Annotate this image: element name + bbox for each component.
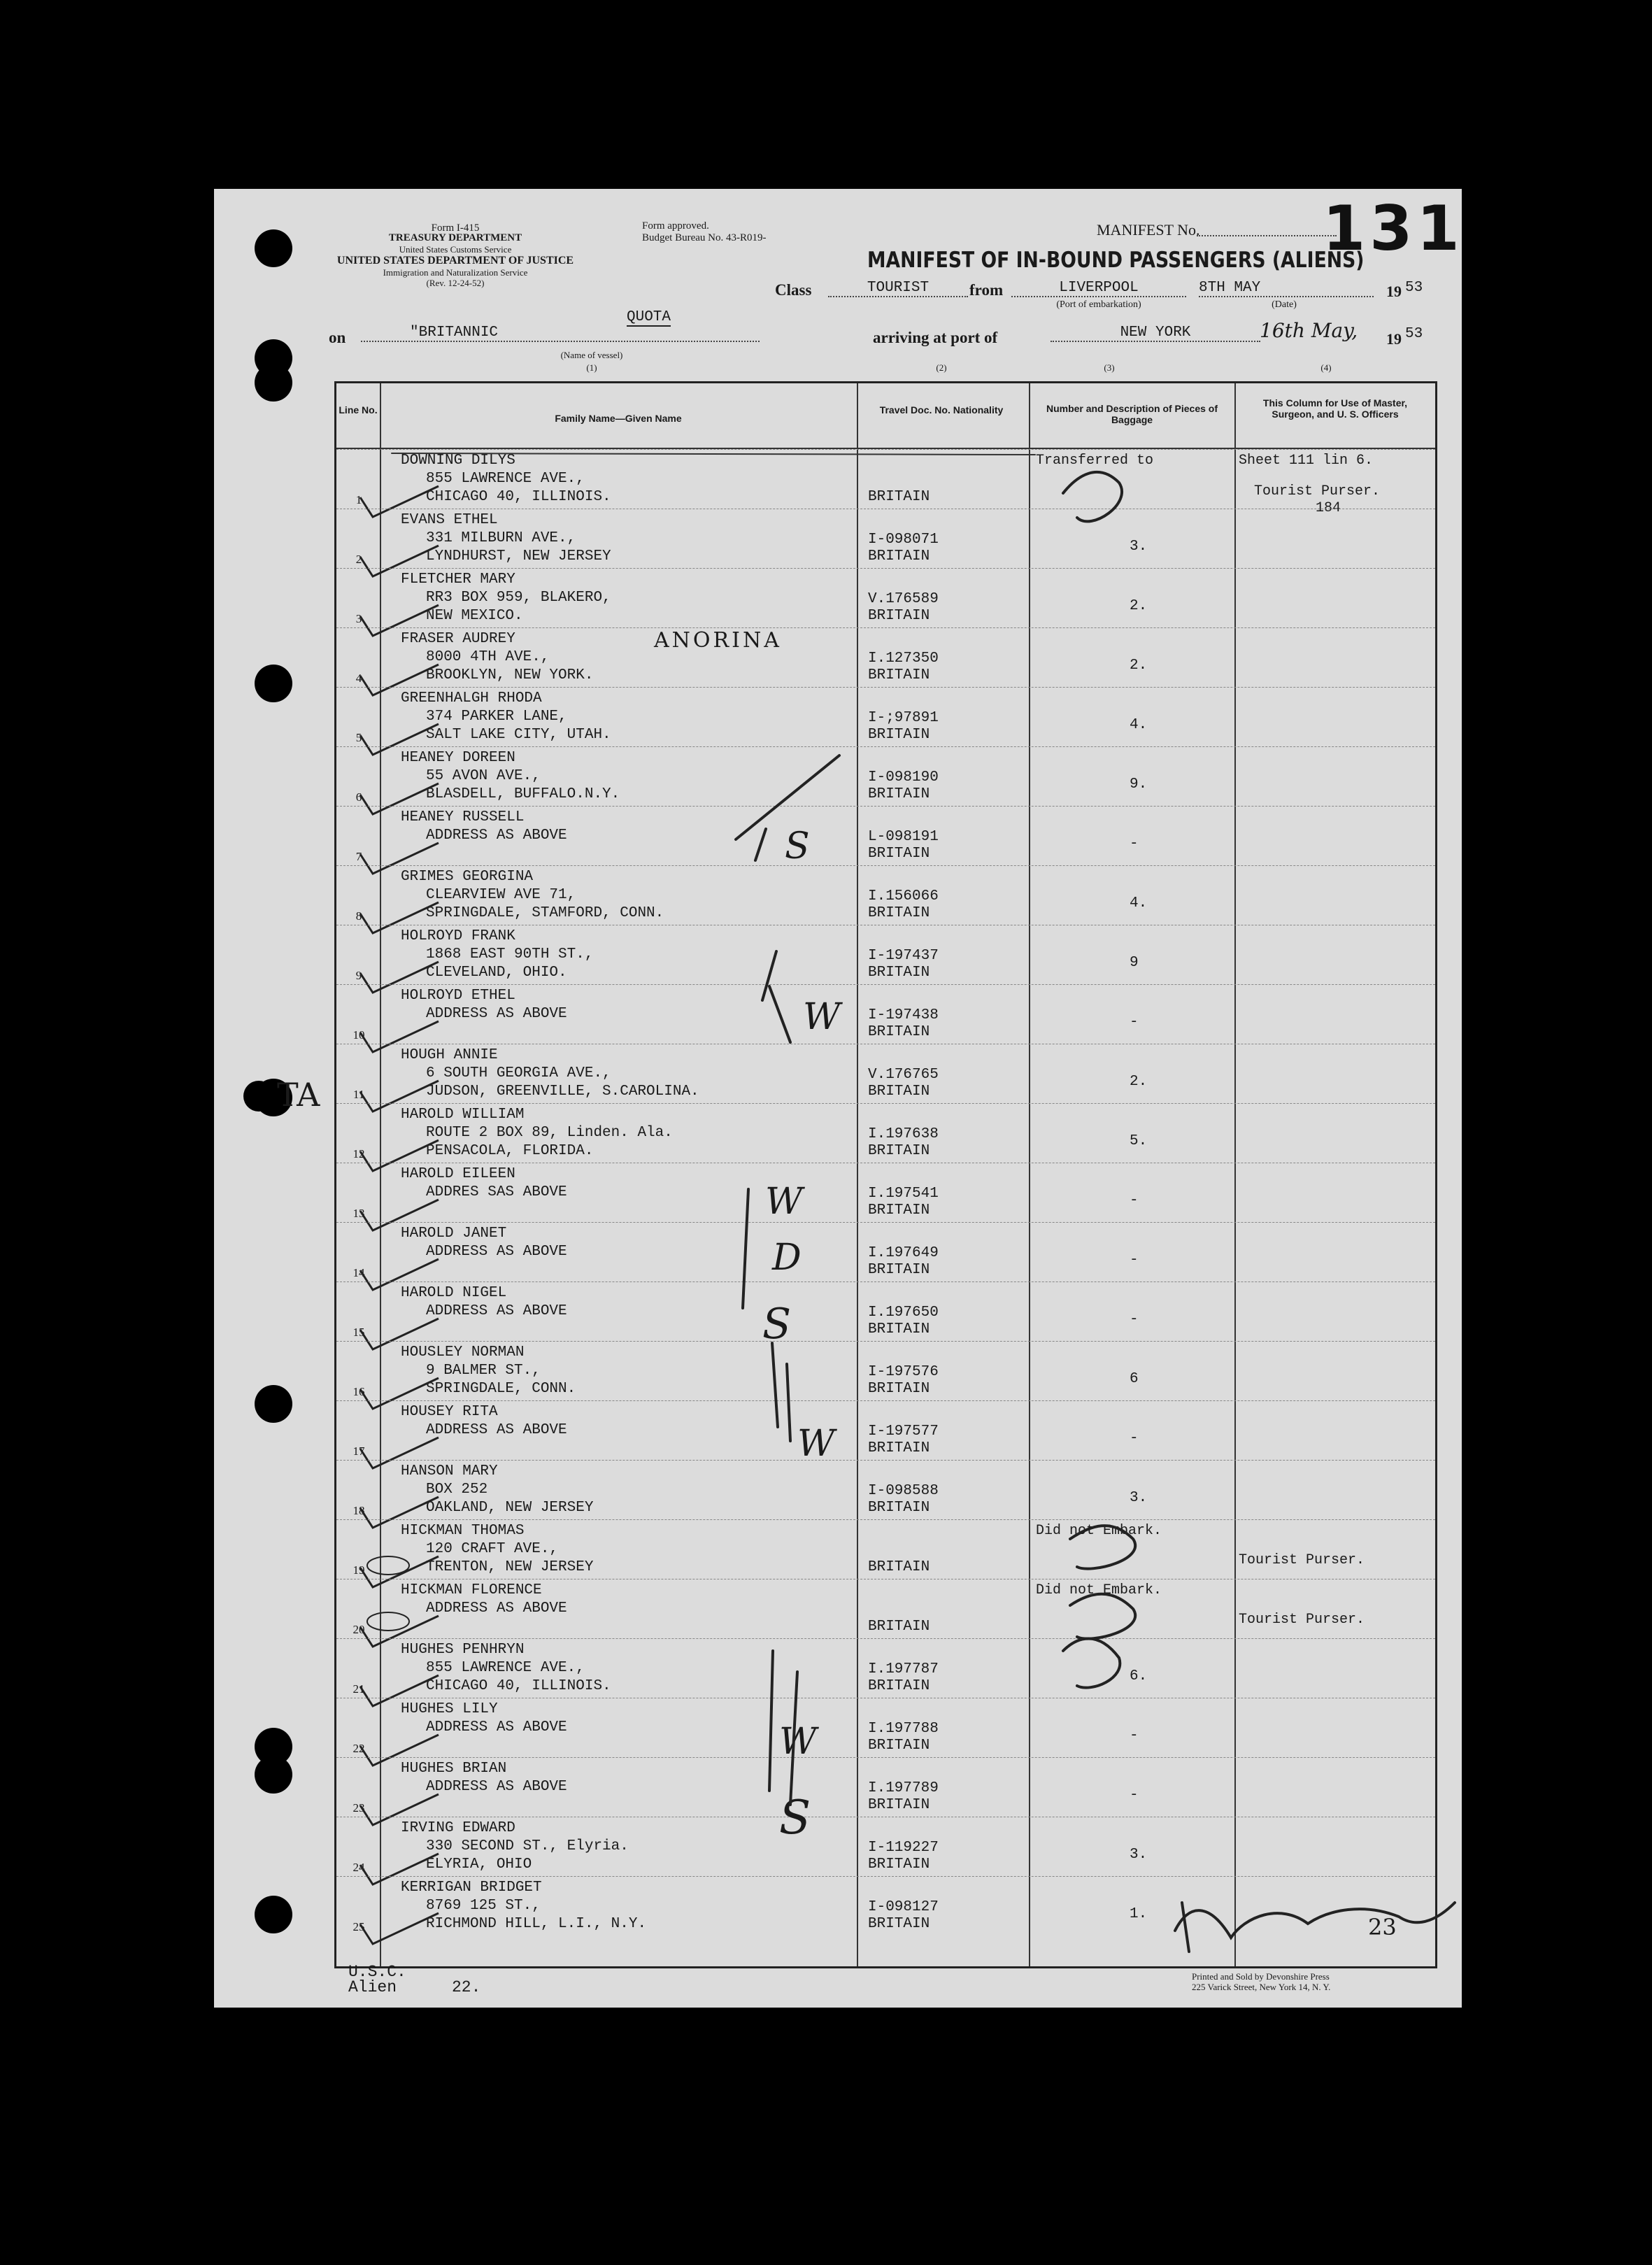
mark-w-3: W xyxy=(797,1423,835,1465)
arrival-port: NEW YORK xyxy=(1051,325,1260,342)
line-number: 1 xyxy=(355,493,362,506)
passenger-name: IRVING EDWARD xyxy=(401,1820,515,1836)
line-number: 25 xyxy=(353,1920,365,1933)
treasury-dept: TREASURY DEPARTMENT xyxy=(388,232,522,243)
line-number: 24 xyxy=(353,1861,365,1874)
nationality: BRITAIN xyxy=(868,1381,930,1397)
address-line-2: LYNDHURST, NEW JERSEY xyxy=(426,548,611,565)
nationality: BRITAIN xyxy=(868,1084,930,1100)
officer-note-3: 184 xyxy=(1316,500,1341,516)
revision-date: (Rev. 12-24-52) xyxy=(426,278,485,288)
address-line-1: 8000 4TH AVE., xyxy=(426,649,550,665)
nationality: BRITAIN xyxy=(868,846,930,862)
baggage-count: - xyxy=(1130,1728,1139,1744)
nationality: BRITAIN xyxy=(868,727,930,743)
baggage-count: 2. xyxy=(1130,658,1148,674)
address-line-2: ELYRIA, OHIO xyxy=(426,1856,532,1873)
address-line-1: 8769 125 ST., xyxy=(426,1898,541,1914)
from-value: LIVERPOOL xyxy=(1011,280,1186,297)
passenger-name: FRASER AUDREY xyxy=(401,631,515,647)
baggage-count: 2. xyxy=(1130,598,1148,614)
line-number: 18 xyxy=(353,1504,365,1517)
travel-doc-number: I.197787 xyxy=(868,1661,939,1677)
col2-number: (2) xyxy=(936,362,947,373)
line-number: 14 xyxy=(353,1266,365,1279)
baggage-count: - xyxy=(1130,1430,1139,1447)
address-line-2: PENSACOLA, FLORIDA. xyxy=(426,1143,594,1159)
line-number: 22 xyxy=(353,1742,365,1755)
address-line-2: JUDSON, GREENVILLE, S.CAROLINA. xyxy=(426,1084,699,1100)
line-number: 5 xyxy=(355,731,362,744)
nationality: BRITAIN xyxy=(868,608,930,624)
footer-usc: U.S.C. xyxy=(348,1963,406,1981)
address-line-1: ADDRESS AS ABOVE xyxy=(426,1719,567,1735)
line-number: 7 xyxy=(355,850,362,863)
nationality: BRITAIN xyxy=(868,1500,930,1516)
line-number: 11 xyxy=(353,1088,365,1101)
fraser-correction: ANORINA xyxy=(654,628,782,653)
baggage-count: 2. xyxy=(1130,1074,1148,1090)
baggage-count: 6 xyxy=(1130,1371,1139,1387)
baggage-count: Did not Embark. xyxy=(1036,1582,1162,1598)
nationality: BRITAIN xyxy=(868,786,930,802)
nationality: BRITAIN xyxy=(868,1143,930,1159)
date-value: 8TH MAY xyxy=(1199,280,1374,297)
address-line-1: 55 AVON AVE., xyxy=(426,768,541,784)
baggage-count: 3. xyxy=(1130,1847,1148,1863)
travel-doc-number: I-197577 xyxy=(868,1423,939,1440)
address-line-2: BLASDELL, BUFFALO.N.Y. xyxy=(426,786,620,802)
passenger-name: EVANS ETHEL xyxy=(401,512,498,528)
passenger-name: HOLROYD FRANK xyxy=(401,928,515,944)
travel-doc-number: I-098127 xyxy=(868,1899,939,1915)
travel-doc-number: V.176589 xyxy=(868,591,939,607)
nationality: BRITAIN xyxy=(868,1202,930,1219)
address-line-1: RR3 BOX 959, BLAKERO, xyxy=(426,590,611,606)
line-number: 3 xyxy=(355,612,362,625)
travel-doc-number: I-098190 xyxy=(868,769,939,786)
printer-line-2: 225 Varick Street, New York 14, N. Y. xyxy=(1192,1982,1331,1992)
line-number: 12 xyxy=(353,1147,365,1160)
nationality: BRITAIN xyxy=(868,667,930,683)
nationality: BRITAIN xyxy=(868,1797,930,1813)
mark-w-2: W xyxy=(765,1181,803,1223)
year-value: 53 xyxy=(1405,280,1423,296)
travel-doc-number: L-098191 xyxy=(868,829,939,845)
travel-doc-number: I-098071 xyxy=(868,532,939,548)
baggage-count: 4. xyxy=(1130,895,1148,911)
address-line-1: ADDRESS AS ABOVE xyxy=(426,1600,567,1617)
passenger-name: HAROLD JANET xyxy=(401,1226,507,1242)
nationality: BRITAIN xyxy=(868,1856,930,1873)
passenger-name: HOLROYD ETHEL xyxy=(401,988,515,1004)
baggage-count: - xyxy=(1130,1787,1139,1803)
arrival-year-prefix: 19 xyxy=(1386,330,1402,348)
baggage-count: - xyxy=(1130,1252,1139,1268)
margin-note-ta: TA xyxy=(277,1076,320,1114)
address-line-1: 374 PARKER LANE, xyxy=(426,709,567,725)
footer-alien-count: 22. xyxy=(452,1978,481,1996)
baggage-count: 5. xyxy=(1130,1133,1148,1149)
address-line-2: CHICAGO 40, ILLINOIS. xyxy=(426,489,611,505)
travel-doc-number: I.197541 xyxy=(868,1186,939,1202)
line-number: 13 xyxy=(353,1207,365,1220)
mark-w-4: W xyxy=(779,1721,817,1763)
form-approved: Form approved. xyxy=(642,220,709,232)
class-label: Class xyxy=(775,281,812,299)
baggage-count: - xyxy=(1130,1312,1139,1328)
address-line-1: 330 SECOND ST., Elyria. xyxy=(426,1838,629,1854)
passenger-name: HOUSLEY NORMAN xyxy=(401,1344,525,1361)
travel-doc-number: I.197649 xyxy=(868,1245,939,1261)
address-line-1: ROUTE 2 BOX 89, Linden. Ala. xyxy=(426,1125,673,1141)
address-line-2: OAKLAND, NEW JERSEY xyxy=(426,1500,594,1516)
header-baggage: Number and Description of Pieces of Baggage xyxy=(1046,403,1218,425)
nationality: BRITAIN xyxy=(868,1559,930,1575)
address-line-1: ADDRESS AS ABOVE xyxy=(426,1303,567,1319)
baggage-count: 4. xyxy=(1130,717,1148,733)
class-value: TOURIST xyxy=(828,280,968,297)
address-line-1: ADDRESS AS ABOVE xyxy=(426,1244,567,1260)
passenger-name: GREENHALGH RHODA xyxy=(401,690,542,707)
mark-w-1: W xyxy=(803,996,841,1038)
travel-doc-number: I.197638 xyxy=(868,1126,939,1142)
vessel-label: (Name of vessel) xyxy=(560,350,623,360)
mark-s-1: S xyxy=(785,825,810,867)
passenger-name: HUGHES LILY xyxy=(401,1701,498,1717)
address-line-1: BOX 252 xyxy=(426,1482,488,1498)
baggage-count: 1. xyxy=(1130,1906,1148,1922)
travel-doc-number: I.127350 xyxy=(868,651,939,667)
budget-bureau: Budget Bureau No. 43-R019- xyxy=(642,232,767,243)
line-number: 8 xyxy=(355,909,362,923)
baggage-count: 9 xyxy=(1130,955,1139,971)
header-line-no: Line No. xyxy=(339,404,378,416)
line-number: 10 xyxy=(353,1028,365,1042)
baggage-count: - xyxy=(1130,1193,1139,1209)
passenger-name: DOWNING DILYS xyxy=(401,453,515,469)
address-line-1: 855 LAWRENCE AVE., xyxy=(426,471,585,487)
travel-doc-number: I-119227 xyxy=(868,1840,939,1856)
address-line-2: SALT LAKE CITY, UTAH. xyxy=(426,727,611,743)
manifest-number: 131 xyxy=(1323,192,1464,264)
baggage-count: 3. xyxy=(1130,1490,1148,1506)
form-number: Form I-415 xyxy=(431,222,480,234)
address-line-2: RICHMOND HILL, L.I., N.Y. xyxy=(426,1916,647,1932)
address-line-1: 9 BALMER ST., xyxy=(426,1363,541,1379)
address-line-1: 331 MILBURN AVE., xyxy=(426,530,576,546)
travel-doc-number: I.156066 xyxy=(868,888,939,904)
nationality: BRITAIN xyxy=(868,1738,930,1754)
header-officers: This Column for Use of Master, Surgeon, and U. S. Officers xyxy=(1262,397,1408,420)
on-label: on xyxy=(329,329,346,346)
address-line-1: 120 CRAFT AVE., xyxy=(426,1541,559,1557)
passenger-name: HEANEY RUSSELL xyxy=(401,809,525,825)
travel-doc-number: I-197438 xyxy=(868,1007,939,1023)
address-line-2: TRENTON, NEW JERSEY xyxy=(426,1559,594,1575)
passenger-name: HEANEY DOREEN xyxy=(401,750,515,766)
address-line-1: ADDRESS AS ABOVE xyxy=(426,1006,567,1022)
mark-s-3: S xyxy=(779,1791,811,1845)
baggage-count: Did not Embark. xyxy=(1036,1523,1162,1539)
passenger-name: FLETCHER MARY xyxy=(401,571,515,588)
baggage-count: 9. xyxy=(1130,776,1148,793)
port-embarkation-label: (Port of embarkation) xyxy=(1056,299,1141,310)
address-line-2: BROOKLYN, NEW YORK. xyxy=(426,667,594,683)
address-line-1: 855 LAWRENCE AVE., xyxy=(426,1660,585,1676)
col1-number: (1) xyxy=(586,362,597,373)
header-travel-doc: Travel Doc. No. Nationality xyxy=(879,404,1004,416)
passenger-name: GRIMES GEORGINA xyxy=(401,869,534,885)
address-line-2: NEW MEXICO. xyxy=(426,608,523,624)
line-number: 23 xyxy=(353,1801,365,1815)
footer-alien: Alien xyxy=(348,1978,397,1996)
manifest-title: MANIFEST OF IN-BOUND PASSENGERS (ALIENS) xyxy=(867,248,1365,273)
address-line-1: ADDRESS AS ABOVE xyxy=(426,1779,567,1795)
passenger-name: HOUGH ANNIE xyxy=(401,1047,498,1063)
passenger-name: KERRIGAN BRIDGET xyxy=(401,1880,542,1896)
address-line-1: ADDRESS AS ABOVE xyxy=(426,828,567,844)
travel-doc-number: I.197788 xyxy=(868,1721,939,1737)
justice-dept: UNITED STATES DEPARTMENT OF JUSTICE xyxy=(336,255,574,267)
officer-note: Tourist Purser. xyxy=(1239,1612,1365,1628)
arrival-year: 53 xyxy=(1405,326,1423,342)
line-number: 19 xyxy=(353,1563,365,1577)
manifest-no-label: MANIFEST No. xyxy=(1097,221,1200,239)
arriving-label: arriving at port of xyxy=(873,329,998,346)
travel-doc-number: I-197437 xyxy=(868,948,939,964)
line-number: 9 xyxy=(355,969,362,982)
travel-doc-number: I.197789 xyxy=(868,1780,939,1796)
passenger-name: HICKMAN THOMAS xyxy=(401,1523,525,1539)
date-label: (Date) xyxy=(1272,299,1297,310)
passenger-name: HANSON MARY xyxy=(401,1463,498,1479)
vessel-name: "BRITANNIC xyxy=(361,325,760,342)
travel-doc-number: V.176765 xyxy=(868,1067,939,1083)
ins-service: Immigration and Naturalization Service xyxy=(383,267,528,278)
inspection-stamp: 23 xyxy=(1368,1914,1397,1940)
address-line-1: 1868 EAST 90TH ST., xyxy=(426,946,594,963)
address-line-1: CLEARVIEW AVE 71, xyxy=(426,887,576,903)
passenger-name: HAROLD NIGEL xyxy=(401,1285,507,1301)
quota-label: QUOTA xyxy=(627,309,671,325)
passenger-name: HUGHES BRIAN xyxy=(401,1761,507,1777)
nationality: BRITAIN xyxy=(868,1262,930,1278)
address-line-2: SPRINGDALE, CONN. xyxy=(426,1381,576,1397)
col4-number: (4) xyxy=(1320,362,1332,373)
passenger-name: HICKMAN FLORENCE xyxy=(401,1582,542,1598)
line-number: 16 xyxy=(353,1385,365,1398)
officer-note: Tourist Purser. xyxy=(1239,1552,1365,1568)
address-line-1: 6 SOUTH GEORGIA AVE., xyxy=(426,1065,611,1081)
travel-doc-number: I.197650 xyxy=(868,1305,939,1321)
line-number: 21 xyxy=(353,1682,365,1696)
line-number: 6 xyxy=(355,790,362,804)
baggage-count: 6. xyxy=(1130,1668,1148,1684)
line-number: 20 xyxy=(353,1623,365,1636)
officer-note-2: Tourist Purser. xyxy=(1254,483,1381,499)
nationality: BRITAIN xyxy=(868,965,930,981)
officer-note: Sheet 111 lin 6. xyxy=(1239,453,1374,469)
address-line-2: CLEVELAND, OHIO. xyxy=(426,965,567,981)
baggage-count: Transferred to xyxy=(1036,453,1154,469)
nationality: BRITAIN xyxy=(868,548,930,565)
baggage-count: 3. xyxy=(1130,539,1148,555)
col3-number: (3) xyxy=(1104,362,1115,373)
nationality: BRITAIN xyxy=(868,1321,930,1337)
passenger-name: HUGHES PENHRYN xyxy=(401,1642,525,1658)
nationality: BRITAIN xyxy=(868,905,930,921)
header-name: Family Name—Given Name xyxy=(555,413,682,424)
address-line-2: CHICAGO 40, ILLINOIS. xyxy=(426,1678,611,1694)
address-line-2: SPRINGDALE, STAMFORD, CONN. xyxy=(426,905,664,921)
customs-service: United States Customs Service xyxy=(399,244,512,255)
address-line-1: ADDRESS AS ABOVE xyxy=(426,1422,567,1438)
arrival-date: 16th May, xyxy=(1260,319,1358,342)
travel-doc-number: I-;97891 xyxy=(868,710,939,726)
line-number: 2 xyxy=(355,553,362,566)
mark-s-2: S xyxy=(762,1300,792,1349)
from-label: from xyxy=(969,281,1004,299)
line-number: 17 xyxy=(353,1444,365,1458)
passenger-name: HAROLD EILEEN xyxy=(401,1166,515,1182)
mark-d-2: D xyxy=(772,1237,802,1279)
nationality: BRITAIN xyxy=(868,1440,930,1456)
nationality: BRITAIN xyxy=(868,489,930,505)
nationality: BRITAIN xyxy=(868,1916,930,1932)
nationality: BRITAIN xyxy=(868,1678,930,1694)
printer-line-1: Printed and Sold by Devonshire Press xyxy=(1192,1971,1330,1982)
line-number: 15 xyxy=(353,1326,365,1339)
passenger-name: HAROLD WILLIAM xyxy=(401,1107,525,1123)
travel-doc-number: I-197576 xyxy=(868,1364,939,1380)
passenger-name: HOUSEY RITA xyxy=(401,1404,498,1420)
address-line-1: ADDRES SAS ABOVE xyxy=(426,1184,567,1200)
line-number: 4 xyxy=(355,672,362,685)
baggage-count: - xyxy=(1130,836,1139,852)
nationality: BRITAIN xyxy=(868,1024,930,1040)
travel-doc-number: I-098588 xyxy=(868,1483,939,1499)
baggage-count: - xyxy=(1130,1014,1139,1030)
year-prefix: 19 xyxy=(1386,283,1402,300)
nationality: BRITAIN xyxy=(868,1619,930,1635)
